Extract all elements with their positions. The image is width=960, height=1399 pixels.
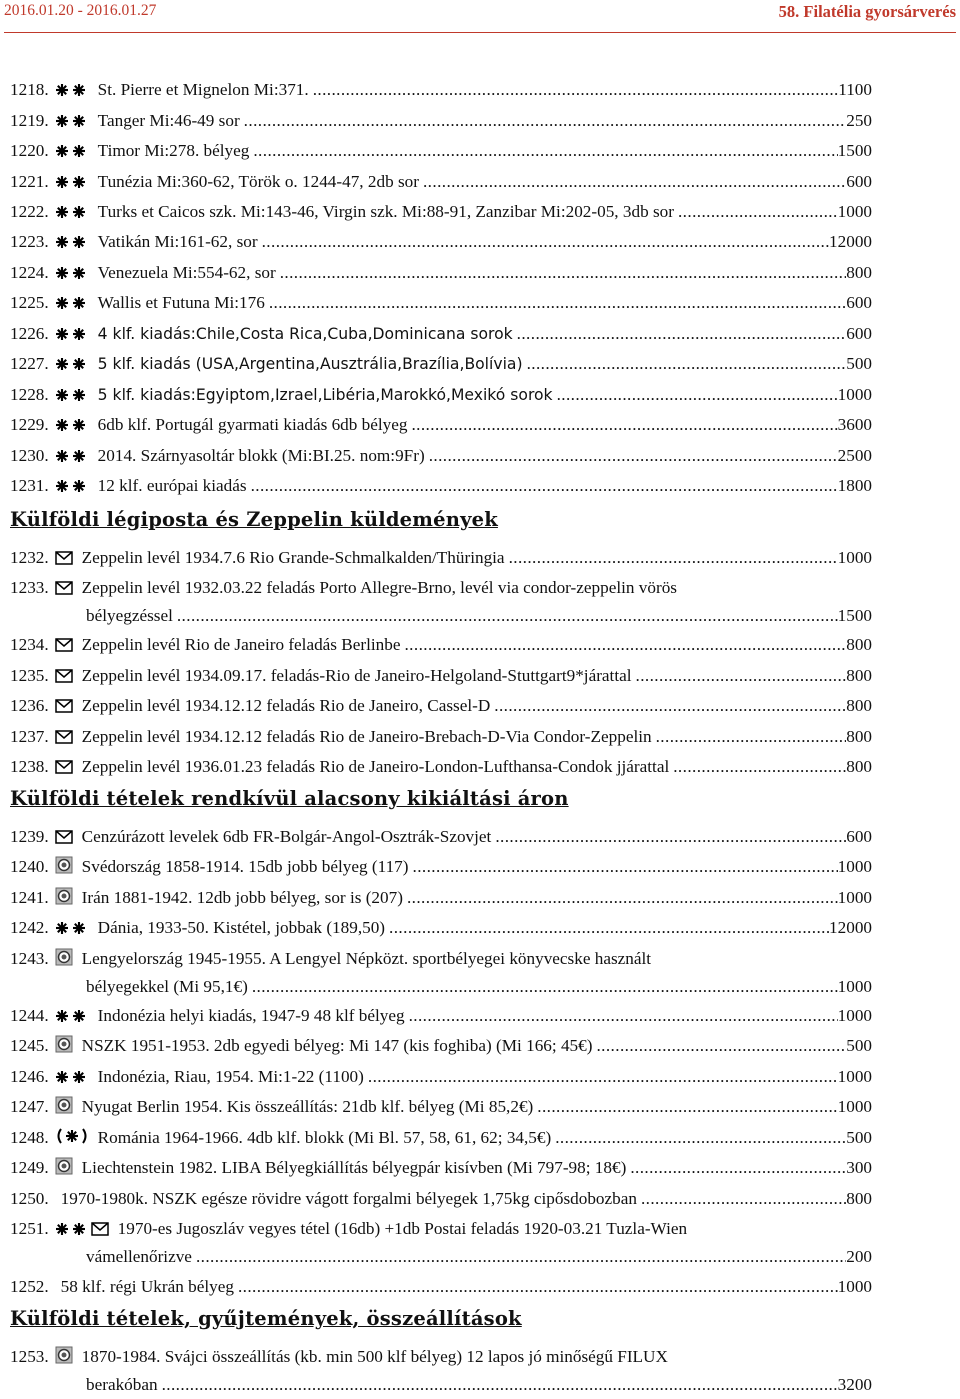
lot-item xyxy=(10,853,872,881)
lot-price: 800 xyxy=(846,1189,872,1208)
dot-leader xyxy=(557,381,838,409)
lot-item xyxy=(10,1002,872,1030)
lot-number: 1244. xyxy=(10,1006,49,1025)
lot-description: Liechtenstein 1982. LIBA Bélyegkiállítás bélyegpár kisívben (Mi 797-98; 18€) xyxy=(81,1158,627,1177)
lot-number: 1231. xyxy=(10,476,49,495)
lot-number: 1246. xyxy=(10,1067,49,1086)
lot-item xyxy=(10,320,872,348)
dot-leader xyxy=(636,662,847,690)
used-stamp-icon xyxy=(55,1096,73,1114)
lot-price: 1000 xyxy=(837,888,872,907)
lot-item xyxy=(10,107,872,135)
lot-price: 1000 xyxy=(837,977,872,996)
lot-price: 200 xyxy=(846,1247,872,1266)
lot-item xyxy=(10,1154,872,1182)
mint-stamp-icon xyxy=(55,83,89,97)
lot-price: 3600 xyxy=(837,415,872,434)
lot-description: 58 klf. régi Ukrán bélyeg xyxy=(60,1277,234,1296)
lot-description: 4 klf. kiadás:Chile,Costa Rica,Cuba,Dominicana sorok xyxy=(97,325,513,343)
lot-number: 1232. xyxy=(10,548,49,567)
lot-item xyxy=(10,472,872,500)
lot-item xyxy=(10,1215,872,1271)
lot-price: 1000 xyxy=(837,1067,872,1086)
lot-number: 1229. xyxy=(10,415,49,434)
lot-description: vámellenőrizve xyxy=(86,1247,192,1266)
dot-leader xyxy=(253,137,837,165)
lot-item xyxy=(10,76,872,104)
lot-number: 1250. xyxy=(10,1189,49,1208)
lot-item xyxy=(10,168,872,196)
lot-price: 1800 xyxy=(837,476,872,495)
lot-item xyxy=(10,884,872,912)
lot-item xyxy=(10,198,872,226)
dot-leader xyxy=(162,1371,838,1399)
lot-description: Zeppelin levél Rio de Janeiro feladás Berlinbe xyxy=(81,635,401,654)
lot-number: 1253. xyxy=(10,1347,49,1366)
lot-price: 1000 xyxy=(837,1097,872,1116)
lot-number: 1245. xyxy=(10,1036,49,1055)
lot-number: 1238. xyxy=(10,757,49,776)
mint-stamp-icon xyxy=(55,327,89,341)
lot-description: Tunézia Mi:360-62, Török o. 1244-47, 2db sor xyxy=(97,172,419,191)
lot-number: 1249. xyxy=(10,1158,49,1177)
lot-number: 1251. xyxy=(10,1219,49,1238)
lot-description: 6db klf. Portugál gyarmati kiadás 6db bélyeg xyxy=(97,415,408,434)
dot-leader xyxy=(404,631,846,659)
lot-number: 1240. xyxy=(10,857,49,876)
lot-description: 12 klf. európai kiadás xyxy=(97,476,247,495)
mint-stamp-icon xyxy=(55,175,89,189)
lot-description: Vatikán Mi:161-62, sor xyxy=(97,232,258,251)
lot-item xyxy=(10,381,872,409)
lot-description: bélyegekkel (Mi 95,1€) xyxy=(86,977,248,996)
dot-leader xyxy=(238,1273,838,1301)
lot-price: 600 xyxy=(846,324,872,343)
dot-leader xyxy=(177,602,838,630)
lot-number: 1221. xyxy=(10,172,49,191)
dot-leader xyxy=(413,853,838,881)
lot-item xyxy=(10,289,872,317)
lot-description: Timor Mi:278. bélyeg xyxy=(97,141,250,160)
cto-stamp-icon xyxy=(55,1127,89,1145)
dot-leader xyxy=(555,1124,846,1152)
lot-description: St. Pierre et Mignelon Mi:371. xyxy=(97,80,309,99)
lot-number: 1239. xyxy=(10,827,49,846)
section-heading: Külföldi tételek rendkívül alacsony kikiáltási áron xyxy=(10,787,569,810)
lot-number: 1227. xyxy=(10,354,49,373)
lot-number: 1242. xyxy=(10,918,49,937)
lot-number: 1230. xyxy=(10,446,49,465)
lot-item xyxy=(10,1343,872,1399)
lot-item xyxy=(10,945,872,1001)
lot-item xyxy=(10,753,872,781)
lot-number: 1218. xyxy=(10,80,49,99)
dot-leader xyxy=(678,198,838,226)
lot-price: 800 xyxy=(846,263,872,282)
lot-price: 600 xyxy=(846,827,872,846)
header-date-range: 2016.01.20 - 2016.01.27 xyxy=(4,2,157,19)
envelope-icon xyxy=(55,551,73,565)
lot-price: 12000 xyxy=(829,918,872,937)
envelope-icon xyxy=(55,669,73,683)
dot-leader xyxy=(409,1002,838,1030)
lot-item xyxy=(10,631,872,659)
lot-description: Zeppelin levél 1934.09.17. feladás-Rio de Janeiro-Helgoland-Stuttgart9*járattal xyxy=(81,666,632,685)
lot-description: Zeppelin levél 1934.12.12 feladás Rio de Janeiro-Brebach-D-Via Condor-Zeppelin xyxy=(81,727,652,746)
lot-price: 1500 xyxy=(837,141,872,160)
lot-number: 1233. xyxy=(10,578,49,597)
dot-leader xyxy=(251,472,838,500)
envelope-icon xyxy=(55,581,73,595)
dot-leader xyxy=(656,723,847,751)
envelope-icon xyxy=(55,830,73,844)
lot-price: 2500 xyxy=(837,446,872,465)
lot-price: 600 xyxy=(846,172,872,191)
mint-stamp-icon xyxy=(55,357,89,371)
lot-description: 1970-1980k. NSZK egésze rövidre vágott forgalmi bélyegek 1,75kg cipősdobozban xyxy=(60,1189,637,1208)
lot-number: 1241. xyxy=(10,888,49,907)
dot-leader xyxy=(389,914,829,942)
lot-price: 3200 xyxy=(837,1375,872,1394)
lot-description: Lengyelország 1945-1955. A Lengyel Népközt. sportbélyegei könyvecske használt xyxy=(81,949,652,968)
lot-price: 1000 xyxy=(837,548,872,567)
mint-stamp-icon xyxy=(55,205,89,219)
lot-description: Zeppelin levél 1936.01.23 feladás Rio de Janeiro-London-Lufthansa-Condok jjárattal xyxy=(81,757,670,776)
lot-item xyxy=(10,692,872,720)
mint-stamp-icon xyxy=(55,266,89,280)
lot-description: Zeppelin levél 1932.03.22 feladás Porto Allegre-Brno, levél via condor-zeppelin vörös xyxy=(81,578,677,597)
lot-description: Wallis et Futuna Mi:176 xyxy=(97,293,265,312)
lot-item xyxy=(10,723,872,751)
mint-stamp-icon xyxy=(55,449,89,463)
mint-stamp-icon xyxy=(55,1070,89,1084)
lot-number: 1234. xyxy=(10,635,49,654)
lot-price: 1100 xyxy=(838,80,872,99)
lot-number: 1236. xyxy=(10,696,49,715)
lot-description: Tanger Mi:46-49 sor xyxy=(97,111,240,130)
lot-description: Venezuela Mi:554-62, sor xyxy=(97,263,276,282)
mint-stamp-icon xyxy=(55,479,89,493)
lot-price: 1000 xyxy=(837,857,872,876)
lot-item xyxy=(10,259,872,287)
dot-leader xyxy=(280,259,847,287)
dot-leader xyxy=(537,1093,837,1121)
dot-leader xyxy=(252,973,838,1001)
lot-item xyxy=(10,1124,872,1152)
lot-number: 1235. xyxy=(10,666,49,685)
lot-price: 800 xyxy=(846,666,872,685)
used-stamp-icon xyxy=(55,1157,73,1175)
lot-description: Indonézia helyi kiadás, 1947-9 48 klf bélyeg xyxy=(97,1006,405,1025)
dot-leader xyxy=(429,442,838,470)
lot-description: 1870-1984. Svájci összeállítás (kb. min 500 klf bélyeg) 12 lapos jó minőségű FILUX xyxy=(81,1347,668,1366)
lot-description: Svédország 1858-1914. 15db jobb bélyeg (117) xyxy=(81,857,409,876)
lot-item xyxy=(10,411,872,439)
mint-stamp-icon xyxy=(55,144,89,158)
lot-price: 12000 xyxy=(829,232,872,251)
lot-number: 1222. xyxy=(10,202,49,221)
lot-item xyxy=(10,823,872,851)
lot-price: 300 xyxy=(846,1158,872,1177)
used-stamp-icon xyxy=(55,1035,73,1053)
lot-number: 1223. xyxy=(10,232,49,251)
dot-leader xyxy=(509,544,838,572)
lot-price: 800 xyxy=(846,696,872,715)
dot-leader xyxy=(494,692,846,720)
lot-price: 600 xyxy=(846,293,872,312)
dot-leader xyxy=(673,753,846,781)
dot-leader xyxy=(423,168,846,196)
lot-description: 5 klf. kiadás:Egyiptom,Izrael,Libéria,Marokkó,Mexikó sorok xyxy=(97,386,553,404)
lot-number: 1225. xyxy=(10,293,49,312)
dot-leader xyxy=(517,320,847,348)
dot-leader xyxy=(641,1185,846,1213)
lot-price: 1000 xyxy=(837,1006,872,1025)
dot-leader xyxy=(244,107,847,135)
dot-leader xyxy=(411,411,837,439)
used-stamp-icon xyxy=(55,887,73,905)
lot-number: 1219. xyxy=(10,111,49,130)
lot-item xyxy=(10,442,872,470)
header-divider xyxy=(4,32,956,33)
lot-number: 1243. xyxy=(10,949,49,968)
envelope-icon xyxy=(55,730,73,744)
lot-number: 1224. xyxy=(10,263,49,282)
lot-item xyxy=(10,1032,872,1060)
dot-leader xyxy=(368,1063,838,1091)
lot-item xyxy=(10,574,872,630)
header-auction-title: 58. Filatélia gyorsárverés xyxy=(778,2,956,21)
envelope-icon xyxy=(55,638,73,652)
lot-description: NSZK 1951-1953. 2db egyedi bélyeg: Mi 147 (kis foghiba) (Mi 166; 45€) xyxy=(81,1036,593,1055)
dot-leader xyxy=(527,350,847,378)
lot-number: 1228. xyxy=(10,385,49,404)
dot-leader xyxy=(196,1243,846,1271)
lot-description: Cenzúrázott levelek 6db FR-Bolgár-Angol-Osztrák-Szovjet xyxy=(81,827,492,846)
mint-and-envelope-icon xyxy=(55,1222,109,1236)
lot-description: Dánia, 1933-50. Kistétel, jobbak (189,50) xyxy=(97,918,386,937)
lot-description: Zeppelin levél 1934.12.12 feladás Rio de Janeiro, Cassel-D xyxy=(81,696,491,715)
lot-item xyxy=(10,1093,872,1121)
lot-price: 250 xyxy=(846,111,872,130)
dot-leader xyxy=(495,823,846,851)
section-heading: Külföldi légiposta és Zeppelin küldemények xyxy=(10,508,498,531)
section-heading: Külföldi tételek, gyűjtemények, összeállítások xyxy=(10,1307,522,1330)
lot-price: 800 xyxy=(846,635,872,654)
lot-description: 5 klf. kiadás (USA,Argentina,Ausztrália,Brazília,Bolívia) xyxy=(97,355,523,373)
dot-leader xyxy=(262,228,829,256)
dot-leader xyxy=(630,1154,846,1182)
mint-stamp-icon xyxy=(55,418,89,432)
lot-description: 2014. Szárnyasoltár blokk (Mi:BI.25. nom:9Fr) xyxy=(97,446,425,465)
lot-number: 1220. xyxy=(10,141,49,160)
used-stamp-icon xyxy=(55,856,73,874)
lot-price: 1000 xyxy=(837,385,872,404)
dot-leader xyxy=(407,884,838,912)
lot-price: 800 xyxy=(846,757,872,776)
mint-stamp-icon xyxy=(55,388,89,402)
lot-price: 500 xyxy=(846,1128,872,1147)
lot-description: Irán 1881-1942. 12db jobb bélyeg, sor is (207) xyxy=(81,888,403,907)
lot-item xyxy=(10,914,872,942)
envelope-icon xyxy=(55,760,73,774)
dot-leader xyxy=(313,76,839,104)
lot-item xyxy=(10,1185,872,1213)
lot-description: Zeppelin levél 1934.7.6 Rio Grande-Schmalkalden/Thüringia xyxy=(81,548,505,567)
lot-description: berakóban xyxy=(86,1375,158,1394)
used-stamp-icon xyxy=(55,1346,73,1364)
lot-description: Románia 1964-1966. 4db klf. blokk (Mi Bl. 57, 58, 61, 62; 34,5€) xyxy=(97,1128,552,1147)
lot-price: 1000 xyxy=(837,1277,872,1296)
lot-item xyxy=(10,228,872,256)
mint-stamp-icon xyxy=(55,921,89,935)
lot-item xyxy=(10,1273,872,1301)
lot-item xyxy=(10,1063,872,1091)
lot-item xyxy=(10,350,872,378)
lot-price: 1500 xyxy=(837,606,872,625)
lot-description: 1970-es Jugoszláv vegyes tétel (16db) +1db Postai feladás 1920-03.21 Tuzla-Wien xyxy=(117,1219,688,1238)
lot-number: 1226. xyxy=(10,324,49,343)
lot-price: 1000 xyxy=(837,202,872,221)
lot-description: Nyugat Berlin 1954. Kis összeállítás: 21db klf. bélyeg (Mi 85,2€) xyxy=(81,1097,534,1116)
mint-stamp-icon xyxy=(55,235,89,249)
lot-item xyxy=(10,137,872,165)
lot-price: 800 xyxy=(846,727,872,746)
dot-leader xyxy=(269,289,846,317)
lot-price: 500 xyxy=(846,354,872,373)
lot-description: Turks et Caicos szk. Mi:143-46, Virgin szk. Mi:88-91, Zanzibar Mi:202-05, 3db sor xyxy=(97,202,674,221)
mint-stamp-icon xyxy=(55,296,89,310)
lot-price: 500 xyxy=(846,1036,872,1055)
lot-number: 1248. xyxy=(10,1128,49,1147)
mint-stamp-icon xyxy=(55,1009,89,1023)
envelope-icon xyxy=(55,699,73,713)
dot-leader xyxy=(596,1032,846,1060)
lot-number: 1237. xyxy=(10,727,49,746)
lot-number: 1247. xyxy=(10,1097,49,1116)
used-stamp-icon xyxy=(55,948,73,966)
lot-description: Indonézia, Riau, 1954. Mi:1-22 (1100) xyxy=(97,1067,364,1086)
lot-item xyxy=(10,662,872,690)
lot-description: bélyegzéssel xyxy=(86,606,173,625)
mint-stamp-icon xyxy=(55,114,89,128)
lot-item xyxy=(10,544,872,572)
lot-number: 1252. xyxy=(10,1277,49,1296)
